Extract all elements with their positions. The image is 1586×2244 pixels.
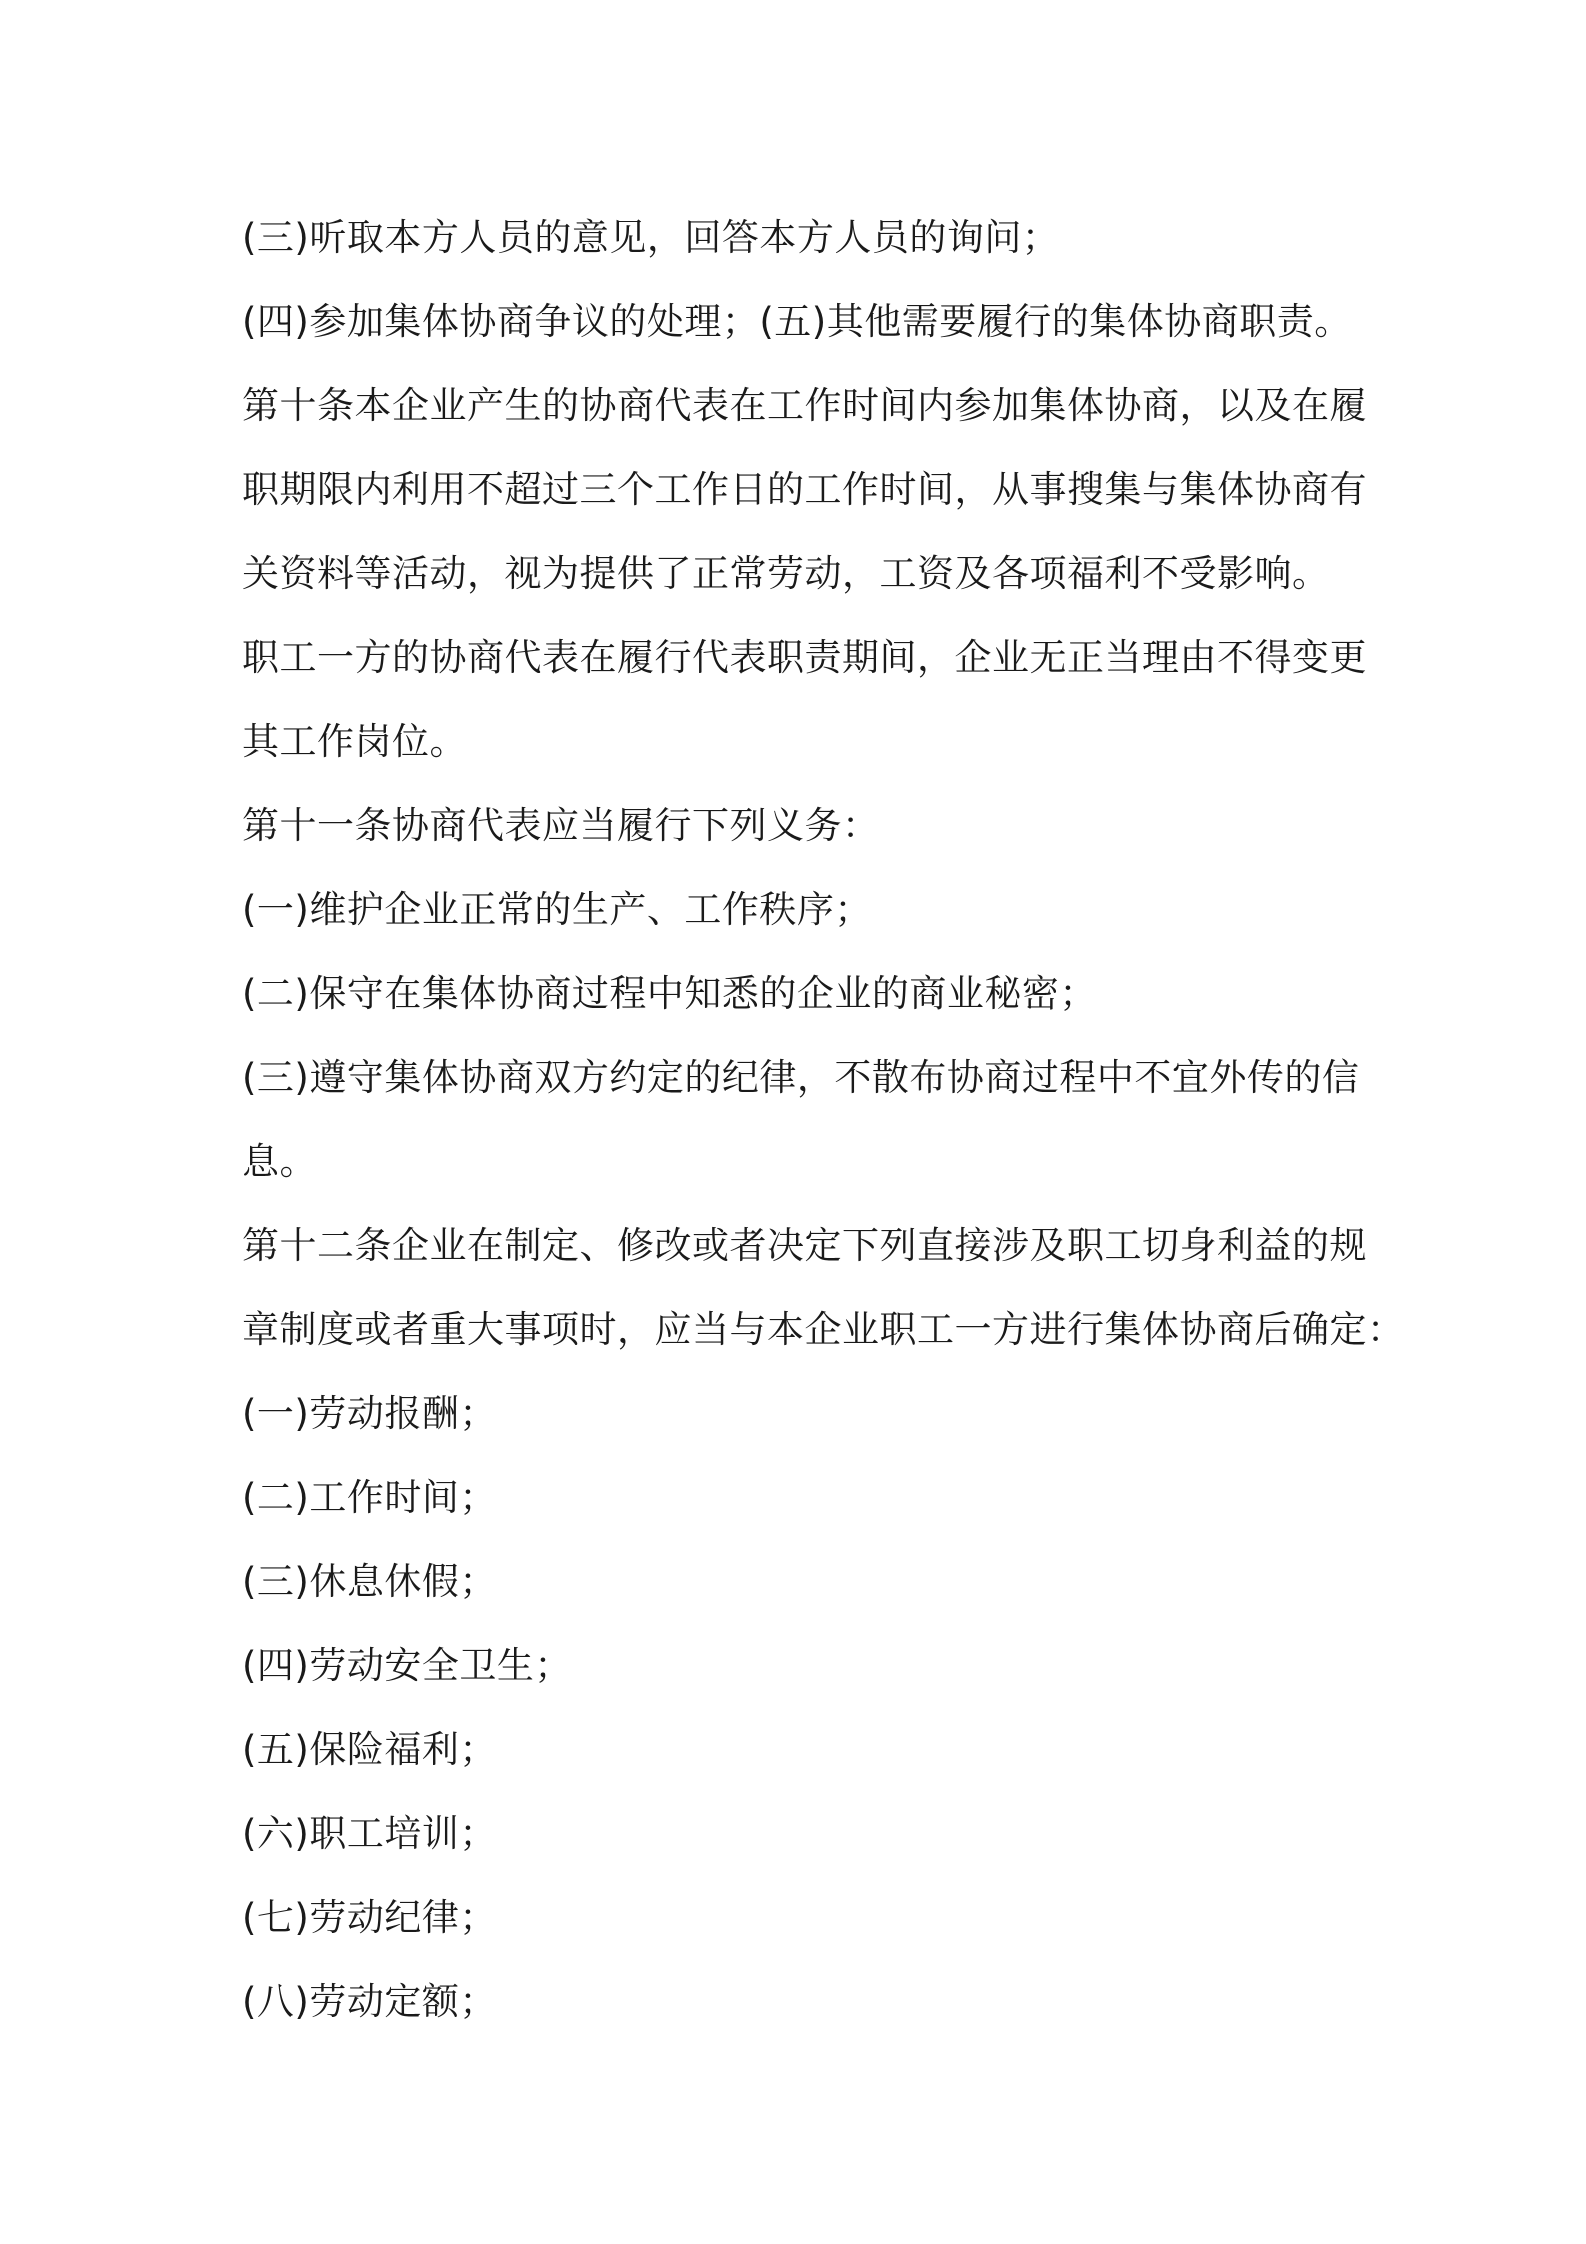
- text-line: (六)职工培训；: [242, 1812, 497, 1855]
- text-line: 其工作岗位。: [242, 720, 467, 763]
- text-line: (七)劳动纪律；: [242, 1896, 497, 1939]
- text-line: 关资料等活动，视为提供了正常劳动，工资及各项福利不受影响。: [242, 552, 1330, 595]
- text-line: (四)参加集体协商争议的处理；(五)其他需要履行的集体协商职责。: [242, 300, 1352, 343]
- text-line: (一)维护企业正常的生产、工作秩序；: [242, 888, 872, 931]
- text-line: 职期限内利用不超过三个工作日的工作时间，从事搜集与集体协商有: [242, 468, 1367, 511]
- text-line: (五)保险福利；: [242, 1728, 497, 1771]
- text-line: 章制度或者重大事项时，应当与本企业职工一方进行集体协商后确定：: [242, 1308, 1405, 1351]
- text-line: (四)劳动安全卫生；: [242, 1644, 572, 1687]
- text-line: 息。: [242, 1140, 317, 1183]
- text-line: (八)劳动定额；: [242, 1980, 497, 2023]
- text-line: 第十条本企业产生的协商代表在工作时间内参加集体协商，以及在履: [242, 384, 1367, 427]
- text-line: (三)遵守集体协商双方约定的纪律，不散布协商过程中不宜外传的信: [242, 1056, 1360, 1099]
- text-line: (二)工作时间；: [242, 1476, 497, 1519]
- text-line: (三)听取本方人员的意见，回答本方人员的询问；: [242, 216, 1060, 259]
- text-line: 第十一条协商代表应当履行下列义务：: [242, 804, 880, 847]
- text-line: 职工一方的协商代表在履行代表职责期间，企业无正当理由不得变更: [242, 636, 1367, 679]
- document-body: [242, 196, 1405, 2044]
- text-line: 第十二条企业在制定、修改或者决定下列直接涉及职工切身利益的规: [242, 1224, 1367, 1267]
- text-line: (三)休息休假；: [242, 1560, 497, 1603]
- text-line: (一)劳动报酬；: [242, 1392, 497, 1435]
- text-line: (二)保守在集体协商过程中知悉的企业的商业秘密；: [242, 972, 1097, 1015]
